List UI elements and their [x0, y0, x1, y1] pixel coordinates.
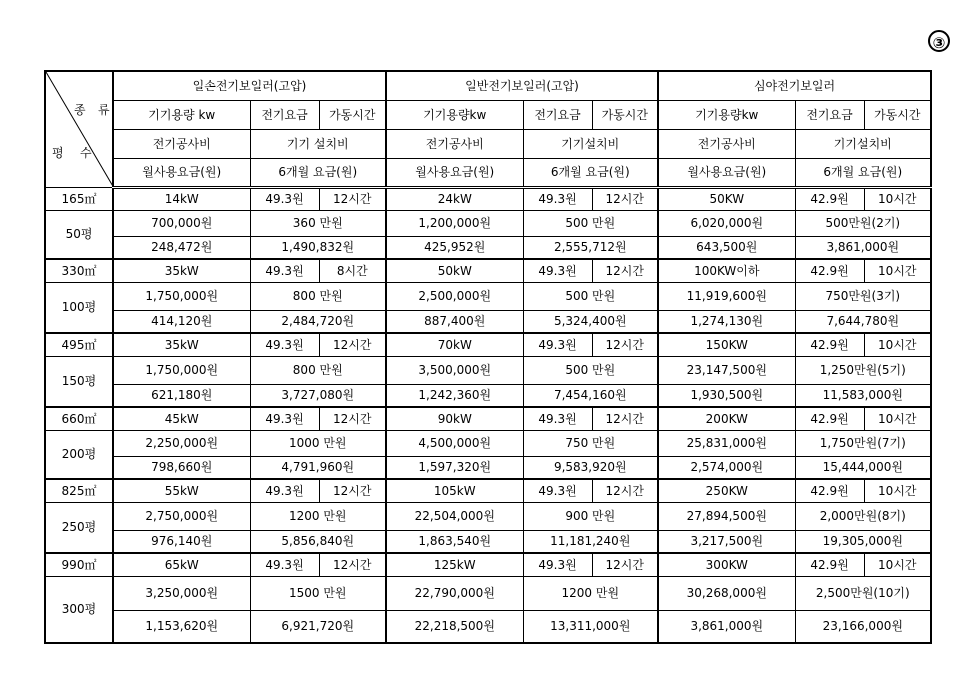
install-cost-cell: 360 만원: [250, 210, 386, 236]
rate-cell: 49.3원: [250, 407, 319, 430]
header-capacity-1: 기기용량 kw: [113, 100, 250, 129]
table-row: [45, 310, 931, 333]
capacity-cell: 14kW: [113, 187, 250, 210]
monthly-fee-cell: 2,574,000원: [658, 456, 795, 479]
header-hours-3: 가동시간: [864, 100, 931, 129]
capacity-cell: 90kW: [386, 407, 523, 430]
monthly-fee-cell: 3,217,500원: [658, 530, 795, 553]
six-month-fee-cell: 3,861,000원: [795, 236, 931, 259]
six-month-fee-cell: 6,921,720원: [250, 610, 386, 643]
table-header: [45, 71, 931, 187]
area-cell: 660㎡: [45, 407, 113, 430]
header-work-cost-3: 전기공사비: [658, 129, 795, 158]
header-six-month-fee-1: 6개월 요금(원): [250, 158, 386, 187]
work-cost-cell: 30,268,000원: [658, 576, 795, 610]
area-cell: 825㎡: [45, 479, 113, 502]
rate-cell: 49.3원: [523, 479, 592, 502]
pyeong-cell: 100평: [45, 282, 113, 333]
hours-cell: 12시간: [592, 479, 658, 502]
capacity-cell: 100KW이하: [658, 259, 795, 282]
six-month-fee-cell: 5,856,840원: [250, 530, 386, 553]
pyeong-cell: 250평: [45, 502, 113, 553]
six-month-fee-cell: 9,583,920원: [523, 456, 658, 479]
pyeong-cell: 200평: [45, 430, 113, 479]
monthly-fee-cell: 248,472원: [113, 236, 250, 259]
header-six-month-fee-3: 6개월 요금(원): [795, 158, 931, 187]
table-row: [45, 502, 931, 530]
install-cost-cell: 1500 만원: [250, 576, 386, 610]
pyeong-cell: 150평: [45, 356, 113, 407]
six-month-fee-cell: 4,791,960원: [250, 456, 386, 479]
rate-cell: 49.3원: [250, 479, 319, 502]
work-cost-cell: 1,750,000원: [113, 356, 250, 384]
six-month-fee-cell: 3,727,080원: [250, 384, 386, 407]
table-row: [45, 430, 931, 456]
rate-cell: 42.9원: [795, 479, 864, 502]
monthly-fee-cell: 22,218,500원: [386, 610, 523, 643]
rate-cell: 49.3원: [523, 553, 592, 576]
install-cost-cell: 1,750만원(7기): [795, 430, 931, 456]
monthly-fee-cell: 621,180원: [113, 384, 250, 407]
capacity-cell: 65kW: [113, 553, 250, 576]
header-monthly-fee-1: 월사용요금(원): [113, 158, 250, 187]
six-month-fee-cell: 11,181,240원: [523, 530, 658, 553]
hours-cell: 10시간: [864, 187, 931, 210]
install-cost-cell: 1200 만원: [523, 576, 658, 610]
table-row: [45, 282, 931, 310]
rate-cell: 49.3원: [250, 187, 319, 210]
corner-type-label-1: 종: [74, 103, 86, 117]
six-month-fee-cell: 23,166,000원: [795, 610, 931, 643]
rate-cell: 49.3원: [250, 333, 319, 356]
six-month-fee-cell: 2,555,712원: [523, 236, 658, 259]
header-hours-2: 가동시간: [592, 100, 658, 129]
capacity-cell: 45kW: [113, 407, 250, 430]
table-row: [45, 187, 931, 210]
area-cell: 330㎡: [45, 259, 113, 282]
header-rate-3: 전기요금: [795, 100, 864, 129]
capacity-cell: 55kW: [113, 479, 250, 502]
hours-cell: 10시간: [864, 259, 931, 282]
hours-cell: 10시간: [864, 553, 931, 576]
install-cost-cell: 900 만원: [523, 502, 658, 530]
header-work-cost-1: 전기공사비: [113, 129, 250, 158]
table-row: [45, 530, 931, 553]
hours-cell: 8시간: [319, 259, 386, 282]
monthly-fee-cell: 643,500원: [658, 236, 795, 259]
corner-type-label-2: 류: [98, 103, 110, 117]
area-cell: 990㎡: [45, 553, 113, 576]
table-body: [45, 187, 931, 643]
header-hours-1: 가동시간: [319, 100, 386, 129]
work-cost-cell: 2,250,000원: [113, 430, 250, 456]
rate-cell: 42.9원: [795, 407, 864, 430]
work-cost-cell: 700,000원: [113, 210, 250, 236]
header-capacity-2: 기기용량kw: [386, 100, 523, 129]
header-capacity-3: 기기용량kw: [658, 100, 795, 129]
capacity-cell: 35kW: [113, 333, 250, 356]
hours-cell: 12시간: [592, 333, 658, 356]
header-rate-1: 전기요금: [250, 100, 319, 129]
page-number: ③: [928, 30, 950, 52]
header-six-month-fee-2: 6개월 요금(원): [523, 158, 658, 187]
monthly-fee-cell: 425,952원: [386, 236, 523, 259]
capacity-cell: 50KW: [658, 187, 795, 210]
hours-cell: 12시간: [592, 553, 658, 576]
rate-cell: 49.3원: [250, 553, 319, 576]
work-cost-cell: 22,504,000원: [386, 502, 523, 530]
rate-cell: 49.3원: [523, 187, 592, 210]
boiler-comparison-table: [44, 70, 932, 644]
six-month-fee-cell: 15,444,000원: [795, 456, 931, 479]
rate-cell: 49.3원: [523, 333, 592, 356]
monthly-fee-cell: 798,660원: [113, 456, 250, 479]
six-month-fee-cell: 11,583,000원: [795, 384, 931, 407]
work-cost-cell: 6,020,000원: [658, 210, 795, 236]
six-month-fee-cell: 13,311,000원: [523, 610, 658, 643]
install-cost-cell: 1200 만원: [250, 502, 386, 530]
install-cost-cell: 750 만원: [523, 430, 658, 456]
install-cost-cell: 800 만원: [250, 356, 386, 384]
install-cost-cell: 500 만원: [523, 282, 658, 310]
work-cost-cell: 11,919,600원: [658, 282, 795, 310]
hours-cell: 12시간: [319, 187, 386, 210]
capacity-cell: 50kW: [386, 259, 523, 282]
six-month-fee-cell: 2,484,720원: [250, 310, 386, 333]
install-cost-cell: 1000 만원: [250, 430, 386, 456]
work-cost-cell: 3,250,000원: [113, 576, 250, 610]
table-row: [45, 210, 931, 236]
work-cost-cell: 25,831,000원: [658, 430, 795, 456]
table-row: [45, 553, 931, 576]
six-month-fee-cell: 7,644,780원: [795, 310, 931, 333]
monthly-fee-cell: 1,153,620원: [113, 610, 250, 643]
six-month-fee-cell: 19,305,000원: [795, 530, 931, 553]
hours-cell: 12시간: [592, 187, 658, 210]
table-row: [45, 333, 931, 356]
install-cost-cell: 2,000만원(8기): [795, 502, 931, 530]
hours-cell: 12시간: [319, 333, 386, 356]
capacity-cell: 70kW: [386, 333, 523, 356]
table-row: [45, 356, 931, 384]
group-title-2: 일반전기보일러(고압): [386, 71, 658, 100]
work-cost-cell: 27,894,500원: [658, 502, 795, 530]
monthly-fee-cell: 976,140원: [113, 530, 250, 553]
monthly-fee-cell: 887,400원: [386, 310, 523, 333]
hours-cell: 12시간: [319, 479, 386, 502]
capacity-cell: 125kW: [386, 553, 523, 576]
work-cost-cell: 2,500,000원: [386, 282, 523, 310]
six-month-fee-cell: 1,490,832원: [250, 236, 386, 259]
rate-cell: 42.9원: [795, 333, 864, 356]
rate-cell: 49.3원: [523, 407, 592, 430]
hours-cell: 12시간: [592, 407, 658, 430]
pyeong-cell: 300평: [45, 576, 113, 643]
install-cost-cell: 500 만원: [523, 210, 658, 236]
install-cost-cell: 500만원(2기): [795, 210, 931, 236]
six-month-fee-cell: 7,454,160원: [523, 384, 658, 407]
capacity-cell: 150KW: [658, 333, 795, 356]
monthly-fee-cell: 1,597,320원: [386, 456, 523, 479]
group-title-3: 심야전기보일러: [658, 71, 931, 100]
rate-cell: 49.3원: [250, 259, 319, 282]
header-install-cost-3: 기기설치비: [795, 129, 931, 158]
rate-cell: 42.9원: [795, 553, 864, 576]
monthly-fee-cell: 1,274,130원: [658, 310, 795, 333]
capacity-cell: 24kW: [386, 187, 523, 210]
work-cost-cell: 23,147,500원: [658, 356, 795, 384]
monthly-fee-cell: 3,861,000원: [658, 610, 795, 643]
work-cost-cell: 22,790,000원: [386, 576, 523, 610]
header-monthly-fee-2: 월사용요금(원): [386, 158, 523, 187]
hours-cell: 12시간: [319, 553, 386, 576]
six-month-fee-cell: 5,324,400원: [523, 310, 658, 333]
install-cost-cell: 2,500만원(10기): [795, 576, 931, 610]
pyeong-cell: 50평: [45, 210, 113, 259]
capacity-cell: 250KW: [658, 479, 795, 502]
capacity-cell: 105kW: [386, 479, 523, 502]
table-row: [45, 384, 931, 407]
header-install-cost-2: 기기설치비: [523, 129, 658, 158]
work-cost-cell: 1,750,000원: [113, 282, 250, 310]
table-row: [45, 576, 931, 610]
hours-cell: 10시간: [864, 333, 931, 356]
capacity-cell: 35kW: [113, 259, 250, 282]
header-rate-2: 전기요금: [523, 100, 592, 129]
rate-cell: 49.3원: [523, 259, 592, 282]
install-cost-cell: 750만원(3기): [795, 282, 931, 310]
rate-cell: 42.9원: [795, 187, 864, 210]
hours-cell: 10시간: [864, 407, 931, 430]
monthly-fee-cell: 1,930,500원: [658, 384, 795, 407]
install-cost-cell: 1,250만원(5기): [795, 356, 931, 384]
work-cost-cell: 3,500,000원: [386, 356, 523, 384]
table-row: [45, 479, 931, 502]
table-row: [45, 407, 931, 430]
hours-cell: 12시간: [592, 259, 658, 282]
capacity-cell: 200KW: [658, 407, 795, 430]
monthly-fee-cell: 414,120원: [113, 310, 250, 333]
hours-cell: 10시간: [864, 479, 931, 502]
install-cost-cell: 800 만원: [250, 282, 386, 310]
install-cost-cell: 500 만원: [523, 356, 658, 384]
header-work-cost-2: 전기공사비: [386, 129, 523, 158]
rate-cell: 42.9원: [795, 259, 864, 282]
capacity-cell: 300KW: [658, 553, 795, 576]
group-title-1: 일손전기보일러(고압): [113, 71, 386, 100]
corner-diagonal: [46, 72, 113, 187]
corner-area-label-1: 평: [52, 146, 64, 160]
hours-cell: 12시간: [319, 407, 386, 430]
area-cell: 495㎡: [45, 333, 113, 356]
table-row: [45, 259, 931, 282]
work-cost-cell: 4,500,000원: [386, 430, 523, 456]
corner-area-label-2: 수: [80, 146, 92, 160]
corner-header: [45, 71, 113, 187]
header-monthly-fee-3: 월사용요금(원): [658, 158, 795, 187]
table-row: [45, 610, 931, 643]
table-row: [45, 236, 931, 259]
monthly-fee-cell: 1,863,540원: [386, 530, 523, 553]
work-cost-cell: 2,750,000원: [113, 502, 250, 530]
header-install-cost-1: 기기 설치비: [250, 129, 386, 158]
table-row: [45, 456, 931, 479]
monthly-fee-cell: 1,242,360원: [386, 384, 523, 407]
work-cost-cell: 1,200,000원: [386, 210, 523, 236]
area-cell: 165㎡: [45, 187, 113, 210]
